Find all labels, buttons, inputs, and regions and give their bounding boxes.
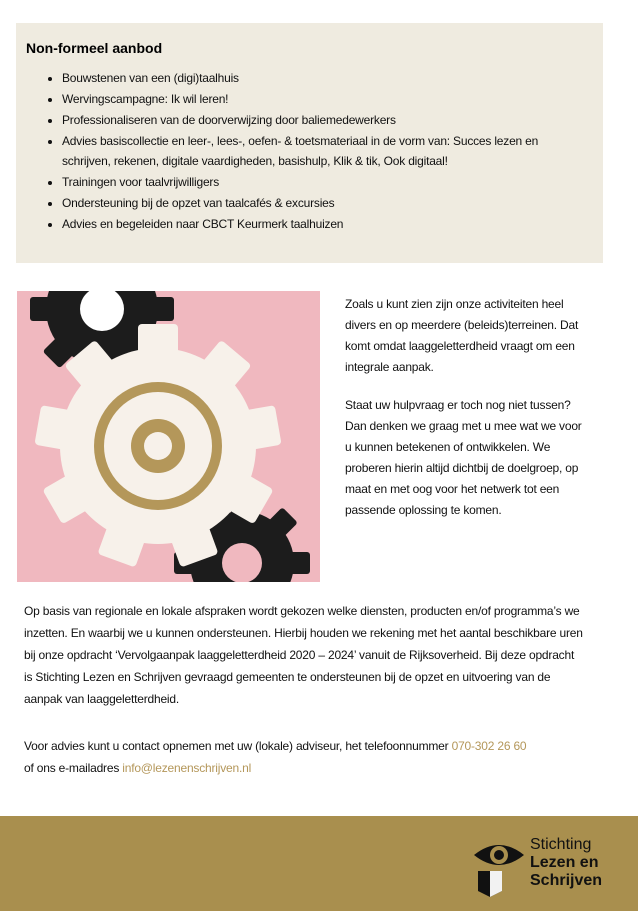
list-item: • Bouwstenen van een (digi)taalhuis xyxy=(62,68,589,89)
list-item: • Wervingscampagne: Ik wil leren! xyxy=(62,89,589,110)
gears-icon xyxy=(17,291,320,582)
list-item: • Trainingen voor taalvrijwilligers xyxy=(62,172,589,193)
box-title: Non-formeel aanbod xyxy=(26,40,163,56)
brand-line-3: Schrijven xyxy=(530,872,603,889)
side-paragraph-2: Staat uw hulpvraag er toch nog niet tussen? Dan denken we graag met u mee wat we voor u kunnen betekenen of ontwikkelen. We proberen hierin altijd dichtbij de doelgroep, op maat en met oog voor het netwerk tot een passende oplossing te komen. xyxy=(345,398,582,517)
non-formal-offer-box xyxy=(16,23,603,263)
side-paragraph-1: Zoals u kunt zien zijn onze activiteiten heel divers en op meerdere (beleids)terreinen. Dat komt omdat laaggeletterdheid vraagt om een integrale aanpak. xyxy=(345,297,579,374)
phone-link[interactable]: 070-302 26 60 xyxy=(451,739,527,753)
brand-line-1: Stichting xyxy=(530,836,592,853)
list-item: • Ondersteuning bij de opzet van taalcafés & excursies xyxy=(62,193,589,214)
list-item: • Professionaliseren van de doorverwijzing door baliemedewerkers xyxy=(62,110,589,131)
side-text xyxy=(345,294,585,521)
email-link[interactable]: info@lezenenschrijven.nl xyxy=(122,761,252,775)
brand-wordmark xyxy=(530,836,602,890)
offer-list xyxy=(26,68,589,235)
brand-line-2: Lezen en xyxy=(530,854,599,871)
list-item: • Advies en begeleiden naar CBCT Keurmerk taalhuizen xyxy=(62,214,589,235)
gears-illustration xyxy=(17,291,320,582)
body-paragraph: Op basis van regionale en lokale afspraken wordt gekozen welke diensten, producten en/of programma’s we inzetten. En waarbij we u kunnen ondersteunen. Hierbij houden we rekening met het aantal beschikbare uren bij onze opdracht ‘Vervolgaanpak laaggeletterdheid 2020 – 2024’ vanuit de Rijksoverheid. Bij deze opdracht is Stichting Lezen en Schrijven gevraagd gemeenten te ondersteunen bij de opzet en uitvoering van de aanpak van laaggeletterdheid. xyxy=(24,604,583,706)
contact-paragraph xyxy=(24,735,584,779)
contact-text-2: of ons e-mailadres xyxy=(24,761,123,775)
contact-text-1: Voor advies kunt u contact opnemen met uw (lokale) adviseur, het telefoonnummer xyxy=(24,739,452,753)
list-item: • Advies basiscollectie en leer-, lees-, oefen- & toetsmateriaal in de vorm van: Succes lezen en schrijven, rekenen, digitale vaardigheden, basishulp, Klik & tik, Ook digitaal! xyxy=(62,131,589,171)
